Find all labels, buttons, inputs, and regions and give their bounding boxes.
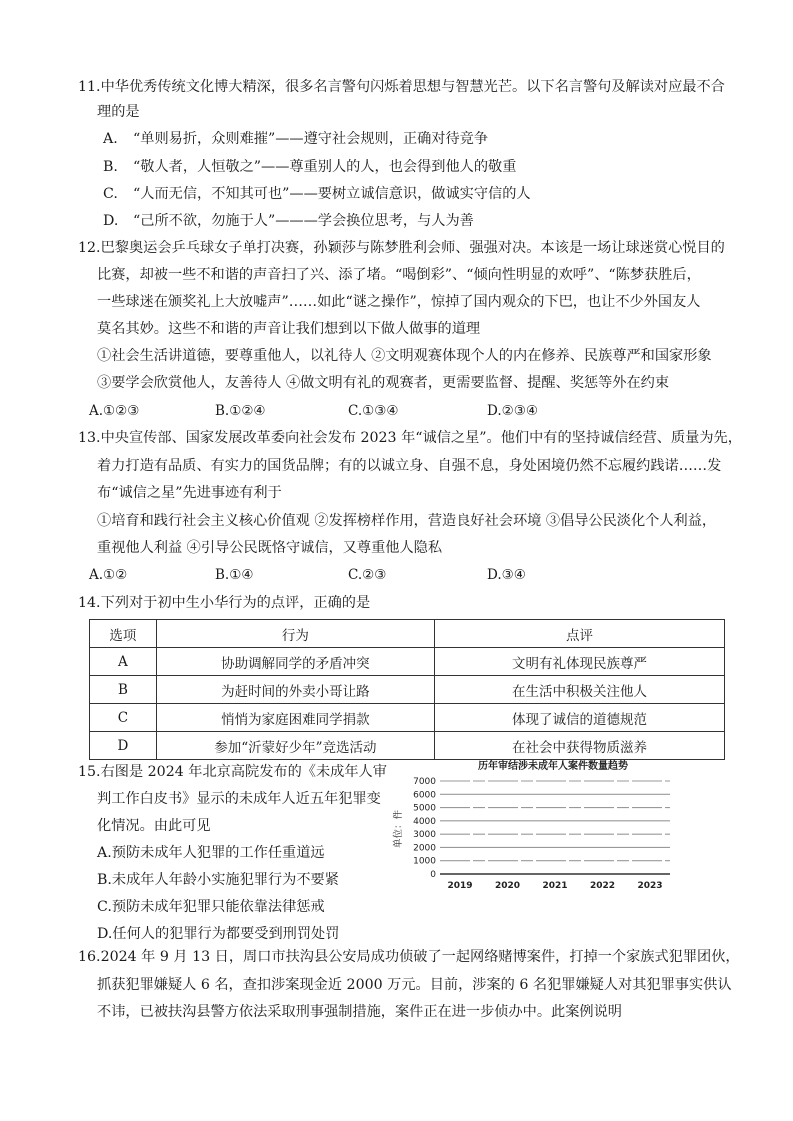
q12-stem-line-3: 一些球迷在颁奖礼上大放嘘声”……如此“谜之操作”，惊掉了国内观众的下巴，也让不少外国友人 (97, 294, 701, 310)
table-cell: 为赶时间的外卖小哥让路 (156, 676, 434, 704)
chart-y-tick-label: 6000 (413, 790, 436, 801)
q11-option-b: B. “敬人者，人恒敬之”——尊重别人的人，也会得到他人的敬重 (103, 159, 517, 175)
chart-x-tick-label: 2019 (447, 881, 473, 891)
table-header-comment: 点评 (434, 620, 724, 648)
q12-choice-c: C.①③④ (348, 403, 399, 419)
q11-option-c: C. “人而无信，不知其可也”——要树立诚信意识，做诚实守信的人 (103, 186, 531, 202)
q12-stem-line-2: 比赛，却被一些不和谐的声音扫了兴、添了堵。“喝倒彩”、“倾向性明显的欢呼”、“陈梦获胜后， (97, 267, 701, 283)
chart-y-tick-label: 5000 (413, 803, 436, 814)
chart-x-tick-label: 2023 (637, 881, 663, 891)
q13-choice-c: C.②③ (348, 567, 387, 583)
q11-option-a: A. “单则易折，众则难摧”——遵守社会规则，正确对待竞争 (103, 131, 489, 147)
q12-statement-line-1: ①社会生活讲道德，要尊重他人，以礼待人 ②文明观赛体现个人的内在修养、民族尊严和国家形象 (97, 348, 712, 364)
q15-option-a: A.预防未成年人犯罪的工作任重道远 (97, 845, 325, 861)
q15-stem-line-1: 15.右图是 2024 年北京高院发布的《未成年人审 (78, 764, 387, 780)
chart-y-tick-label: 3000 (413, 830, 436, 841)
q13-stem-line-2: 着力打造有品质、有实力的国货品牌；有的以诚立身、自强不息，身处困境仍然不忘履约践诺……发 (97, 458, 722, 474)
q12-stem-line-1: 12.巴黎奥运会乒乓球女子单打决赛，孙颖莎与陈梦胜利会师、强强对决。本该是一场让球迷赏心悦目的 (78, 240, 725, 256)
table-row (90, 732, 725, 760)
juvenile-cases-chart (385, 757, 685, 897)
chart-x-tick-label: 2022 (589, 881, 616, 891)
chart-y-axis-label: 单位：件 (393, 809, 404, 849)
table-cell: 在社会中获得物质滋养 (434, 732, 724, 760)
chart-y-tick-label: 4000 (413, 816, 436, 827)
table-cell: B (90, 676, 157, 704)
chart-x-tick-label: 2021 (542, 881, 568, 891)
table-cell: A (90, 648, 157, 676)
table-header-row (90, 620, 725, 648)
chart-y-tick-label: 2000 (413, 843, 436, 854)
q15-stem-line-2: 判工作白皮书》显示的未成年人近五年犯罪变 (97, 791, 381, 807)
q12-choice-b: B.①②④ (215, 403, 266, 419)
table-row (90, 648, 725, 676)
table-row (90, 704, 725, 732)
table-cell: 参加“沂蒙好少年”竞选活动 (156, 732, 434, 760)
table-cell: 文明有礼体现民族尊严 (434, 648, 724, 676)
chart-y-ticks (413, 777, 436, 880)
q13-choice-a: A.①② (89, 567, 128, 583)
table-cell: D (90, 732, 157, 760)
table-header-behavior: 行为 (156, 620, 434, 648)
q15-stem-line-3: 化情况。由此可见 (97, 818, 211, 834)
q11-stem-line-1: 11.中华优秀传统文化博大精深，很多名言警句闪烁着思想与智慧光芒。以下名言警句及解读对应最不合 (78, 79, 725, 95)
q14-stem: 14.下列对于初中生小华行为的点评，正确的是 (78, 595, 371, 611)
table-cell: 协助调解同学的矛盾冲突 (156, 648, 434, 676)
chart-title: 历年审结涉未成年人案件数量趋势 (478, 761, 628, 772)
q15-option-b: B.未成年人年龄小实施犯罪行为不要紧 (97, 872, 339, 888)
q16-stem-line-1: 16.2024 年 9 月 13 日，周口市扶沟县公安局成功侦破了一起网络赌博案件，打掉一个家族式犯罪团伙， (78, 949, 740, 965)
chart-y-tick-label: 1000 (413, 856, 436, 867)
q13-statement-line-1: ①培育和践行社会主义核心价值观 ②发挥榜样作用，营造良好社会环境 ③倡导公民淡化个人利益， (97, 513, 717, 529)
table-cell: C (90, 704, 157, 732)
chart-svg (385, 757, 685, 897)
q12-statement-line-2: ③要学会欣赏他人，友善待人 ④做文明有礼的观赛者，更需要监督、提醒、奖惩等外在约束 (97, 375, 670, 391)
q13-choice-d: D.③④ (487, 567, 526, 583)
q16-stem-line-3: 不讳，已被扶沟县警方依法采取刑事强制措施，案件正在进一步侦办中。此案例说明 (97, 1004, 622, 1020)
q13-choice-b: B.①④ (215, 567, 254, 583)
table-cell: 体现了诚信的道德规范 (434, 704, 724, 732)
chart-x-tick-label: 2020 (494, 881, 521, 891)
q12-choice-a: A.①②③ (89, 403, 140, 419)
table-cell: 悄悄为家庭困难同学捐款 (156, 704, 434, 732)
q11-option-d: D. “己所不欲，勿施于人”———学会换位思考，与人为善 (103, 213, 474, 229)
q16-stem-line-2: 抓获犯罪嫌疑人 6 名，查扣涉案现金近 2000 万元。目前，涉案的 6 名犯罪嫌疑人对其犯罪事实供认 (97, 977, 732, 993)
chart-grid (440, 781, 670, 874)
table-row (90, 676, 725, 704)
q13-statement-line-2: 重视他人利益 ④引导公民既恪守诚信，又尊重他人隐私 (97, 540, 443, 556)
q15-option-c: C.预防未成年犯罪只能依靠法律惩戒 (97, 899, 325, 915)
q14-table (89, 619, 725, 760)
chart-x-ticks (447, 881, 662, 891)
q11-stem-line-2: 理的是 (97, 104, 140, 120)
q13-stem-line-1: 13.中央宣传部、国家发展改革委向社会发布 2023 年“诚信之星”。他们中有的坚持诚信经营、质量为先， (78, 430, 742, 446)
chart-y-tick-label: 0 (430, 870, 436, 880)
q12-choice-d: D.②③④ (487, 403, 538, 419)
q12-stem-line-4: 莫名其妙。这些不和谐的声音让我们想到以下做人做事的道理 (97, 321, 481, 337)
table-cell: 在生活中积极关注他人 (434, 676, 724, 704)
chart-y-tick-label: 7000 (413, 777, 436, 787)
q13-stem-line-3: 布“诚信之星”先进事迹有利于 (97, 485, 282, 501)
q15-option-d: D.任何人的犯罪行为都要受到刑罚处罚 (97, 926, 340, 942)
table-header-option: 选项 (90, 620, 157, 648)
